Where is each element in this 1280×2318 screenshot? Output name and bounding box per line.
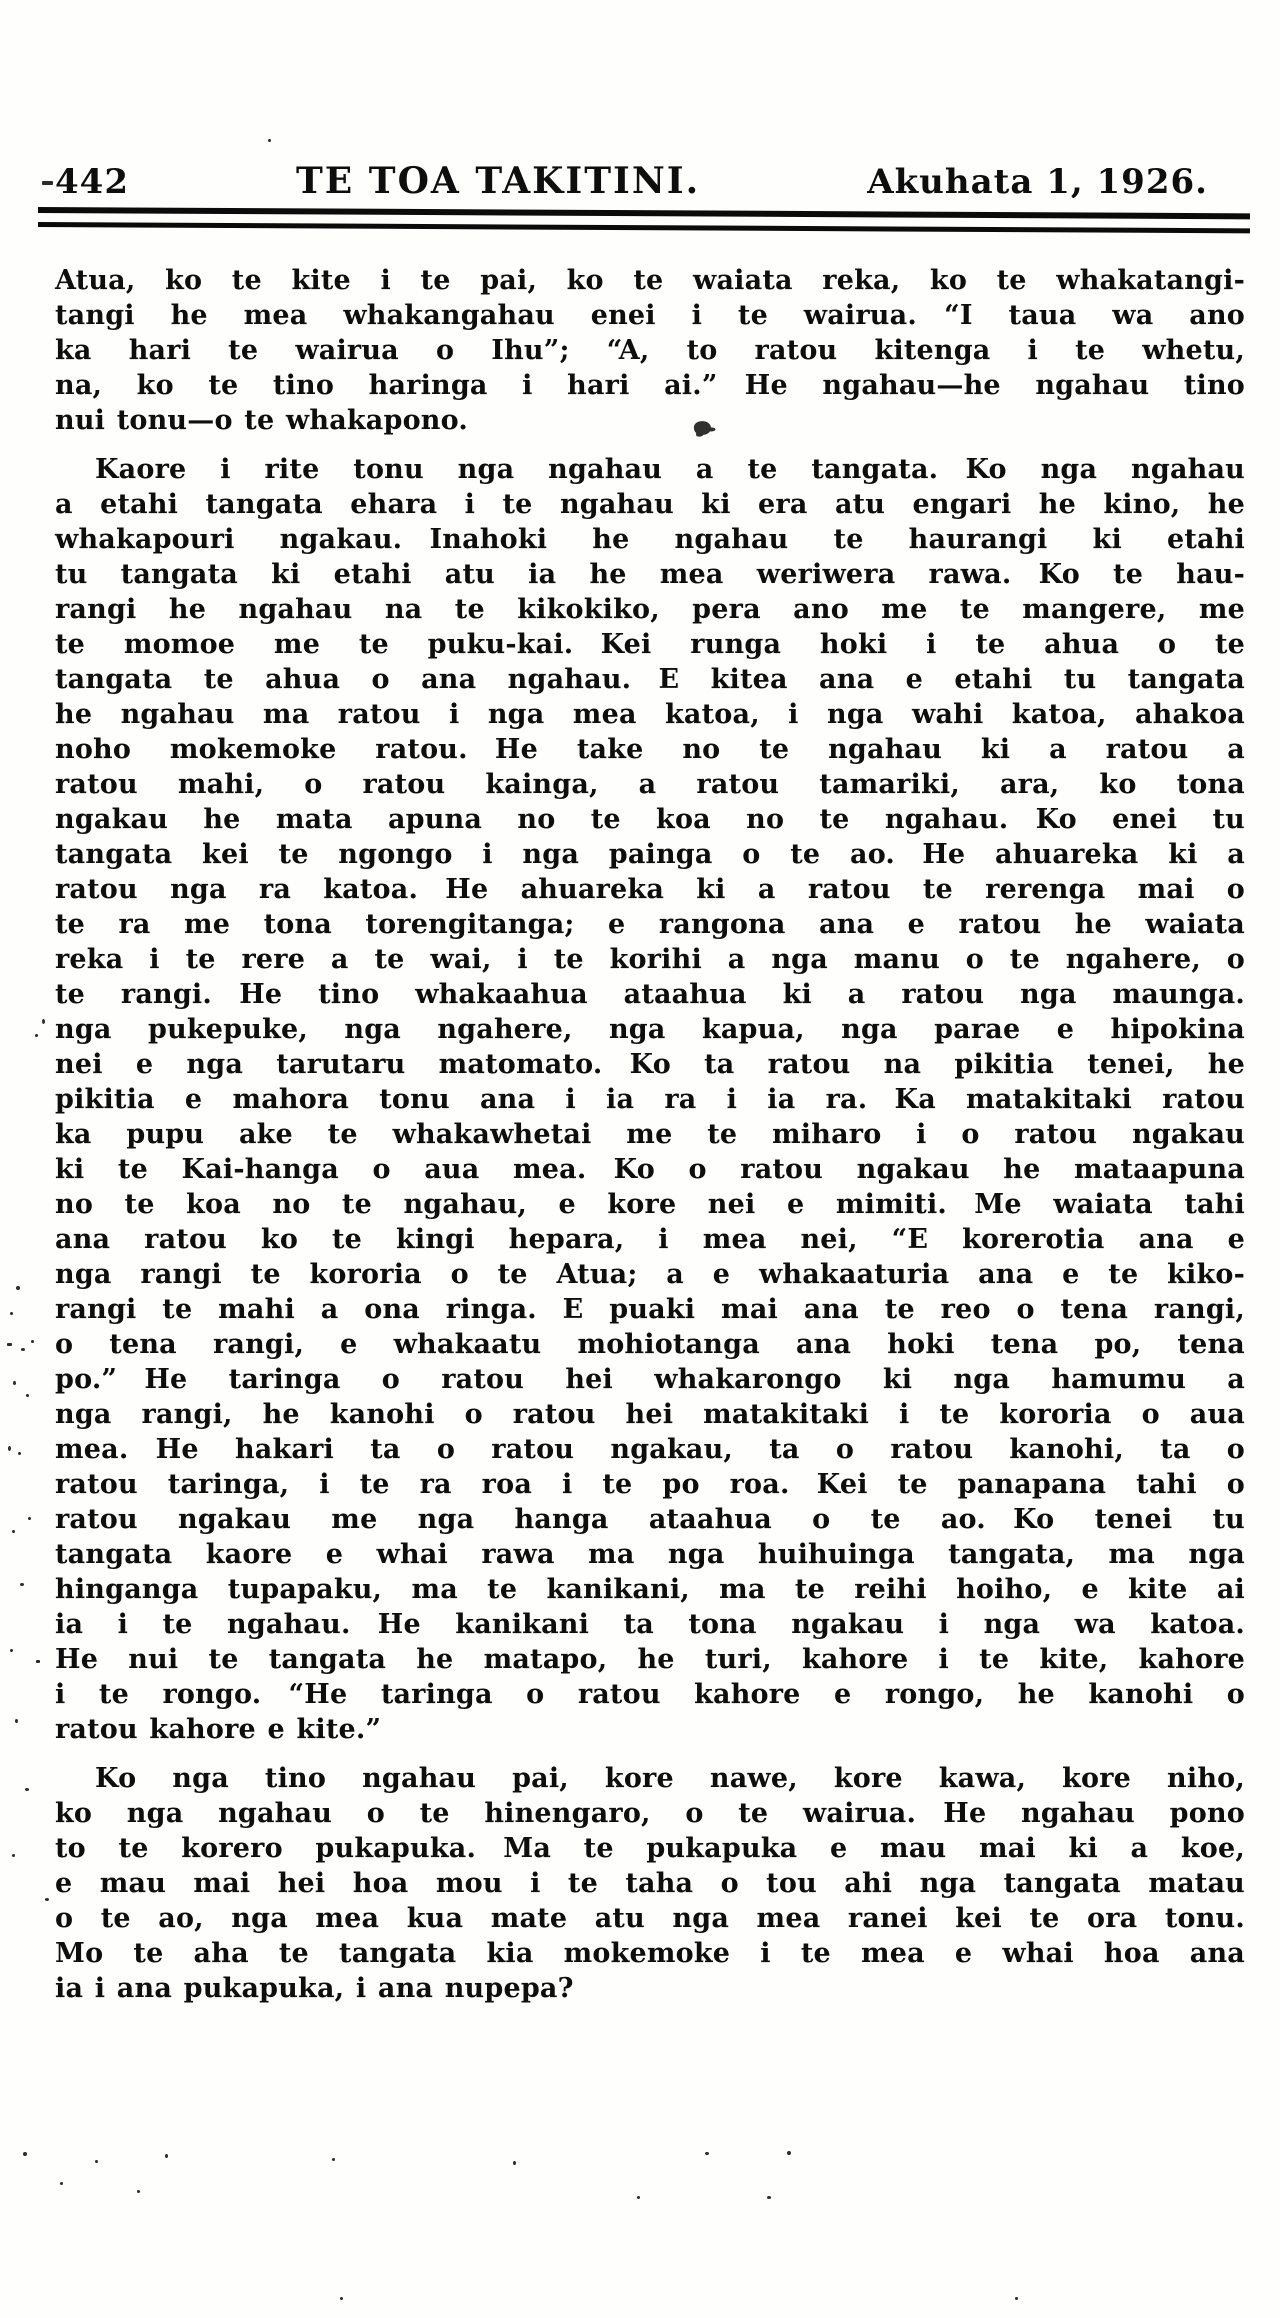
text-line: whakapouri ngakau. Inahoki he ngahau te haurangi ki etahi (55, 524, 1245, 555)
scan-speckle (12, 1530, 15, 1533)
scan-speckle (18, 1452, 21, 1455)
scan-speckle (12, 1854, 15, 1857)
scan-speckle (60, 2182, 63, 2185)
text-line: ia i te ngahau. He kanikani ta tona ngakau i nga wa katoa. (55, 1609, 1245, 1640)
text-line: ngakau he mata apuna no te koa no te ngahau. Ko enei tu (55, 804, 1245, 835)
text-line: hinganga tupapaku, ma te kanikani, ma te reihi hoiho, e kite ai (55, 1574, 1245, 1605)
scan-speckle (137, 2190, 140, 2193)
scan-speckle (36, 1660, 40, 1663)
text-line: Atua, ko te kite i te pai, ko te waiata reka, ko te whakatangi- (55, 265, 1245, 296)
issue-date: Akuhata 1, 1926. (867, 162, 1208, 202)
text-line: pikitia e mahora tonu ana i ia ra i ia ra. Ka matakitaki ratou (55, 1084, 1245, 1115)
text-line: he ngahau ma ratou i nga mea katoa, i nga wahi katoa, ahakoa (55, 699, 1245, 730)
scan-speckle (13, 1381, 16, 1385)
text-line: te momoe me te puku-kai. Kei runga hoki i te ahua o te (55, 629, 1245, 660)
text-line: ia i ana pukapuka, i ana nupepa? (55, 1973, 574, 2004)
text-line: ratou kahore e kite.” (55, 1714, 382, 1745)
header-rule-bottom (38, 222, 1250, 233)
scan-speckle (637, 2196, 640, 2199)
text-line: ka pupu ake te whakawhetai me te miharo i o ratou ngakau (55, 1119, 1245, 1150)
scan-speckle (1015, 2297, 1018, 2300)
article-body (55, 263, 1245, 2006)
scan-speckle (10, 1312, 13, 1315)
text-line: tu tangata ki etahi atu ia he mea weriwera rawa. Ko te hau- (55, 559, 1245, 590)
text-line: ratou ngakau me nga hanga ataahua o te ao. Ko tenei tu (55, 1504, 1245, 1535)
text-line: ki te Kai-hanga o aua mea. Ko o ratou ngakau he mataapuna (55, 1154, 1245, 1185)
text-line: na, ko te tino haringa i hari ai.” He ngahau—he ngahau tino (55, 370, 1245, 401)
text-line: nga rangi, he kanohi o ratou hei matakitaki i te kororia o aua (55, 1399, 1245, 1430)
text-line: Ko nga tino ngahau pai, kore nawe, kore kawa, kore niho, (95, 1763, 1245, 1794)
scan-speckle (165, 2154, 168, 2158)
text-line: ko nga ngahau o te hinengaro, o te wairua. He ngahau pono (55, 1798, 1245, 1829)
text-line: o tena rangi, e whakaatu mohiotanga ana hoki tena po, tena (55, 1329, 1245, 1360)
text-line: nga pukepuke, nga ngahere, nga kapua, nga parae e hipokina (55, 1014, 1245, 1045)
scan-speckle (95, 2160, 98, 2163)
scan-speckle (705, 2152, 709, 2155)
text-line: i te rongo. “He taringa o ratou kahore e rongo, he kanohi o (55, 1679, 1245, 1710)
scan-speckle (42, 1019, 45, 1024)
text-line: tangata kaore e whai rawa ma nga huihuinga tangata, ma nga (55, 1539, 1245, 1570)
scan-speckle (10, 1649, 13, 1652)
scan-speckle (15, 1719, 18, 1723)
text-line: Mo te aha te tangata kia mokemoke i te mea e whai hoa ana (55, 1938, 1245, 1969)
text-line: te ra me tona torengitanga; e rangona ana e ratou he waiata (55, 909, 1245, 940)
paragraph (55, 1761, 1245, 2006)
text-line: reka i te rere a te wai, i te korihi a nga manu o te ngahere, o (55, 944, 1245, 975)
text-line: Kaore i rite tonu nga ngahau a te tangata. Ko nga ngahau (95, 454, 1245, 485)
text-line: noho mokemoke ratou. He take no te ngahau ki a ratou a (55, 734, 1245, 765)
scan-speckle (20, 1583, 24, 1586)
text-line: rangi te mahi a ona ringa. E puaki mai ana te reo o tena rangi, (55, 1294, 1245, 1325)
text-line: ana ratou ko te kingi hepara, i mea nei, “E korerotia ana e (55, 1224, 1245, 1255)
text-line: tangata te ahua o ana ngahau. E kitea ana e etahi tu tangata (55, 664, 1245, 695)
text-line: ratou nga ra katoa. He ahuareka ki a ratou te rerenga mai o (55, 874, 1245, 905)
scan-speckle (268, 139, 271, 142)
scan-speckle (767, 2196, 771, 2199)
scan-speckle (16, 1286, 20, 1290)
scan-speckle (31, 1340, 34, 1343)
text-line: a etahi tangata ehara i te ngahau ki era atu engari he kino, he (55, 489, 1245, 520)
text-line: ka hari te wairua o Ihu”; “A, to ratou kitenga i te whetu, (55, 335, 1245, 366)
scan-speckle (35, 1034, 38, 1037)
scan-speckle (21, 1348, 25, 1351)
scan-speckle (787, 2151, 791, 2155)
scan-speckle (8, 1446, 11, 1451)
scan-speckle (340, 2297, 343, 2300)
text-line: no te koa no te ngahau, e kore nei e mimiti. Me waiata tahi (55, 1189, 1245, 1220)
text-line: nei e nga tarutaru matomato. Ko ta ratou na pikitia tenei, he (55, 1049, 1245, 1080)
text-line: e mau mai hei hoa mou i te taha o tou ahi nga tangata matau (55, 1868, 1245, 1899)
scan-speckle (45, 1898, 49, 1901)
scan-speckle (28, 1517, 31, 1520)
text-line: ratou taringa, i te ra roa i te po roa. Kei te panapana tahi o (55, 1469, 1245, 1500)
scan-speckle (332, 2158, 335, 2161)
text-line: ratou mahi, o ratou kainga, a ratou tamariki, ara, ko tona (55, 769, 1245, 800)
scan-speckle (25, 1788, 29, 1791)
paragraph (55, 452, 1245, 1747)
paragraph (55, 263, 1245, 438)
text-line: te rangi. He tino whakaahua ataahua ki a ratou nga maunga. (55, 979, 1245, 1010)
text-line: tangata kei te ngongo i nga painga o te ao. He ahuareka ki a (55, 839, 1245, 870)
page-header (55, 160, 1208, 202)
text-line: po.” He taringa o ratou hei whakarongo ki nga hamumu a (55, 1364, 1245, 1395)
text-line: to te korero pukapuka. Ma te pukapuka e mau mai ki a koe, (55, 1833, 1245, 1864)
scan-speckle (26, 1394, 29, 1397)
text-line: mea. He hakari ta o ratou ngakau, ta o ratou kanohi, ta o (55, 1434, 1245, 1465)
text-line: nui tonu—o te whakapono. (55, 405, 468, 436)
text-line: tangi he mea whakangahau enei i te wairua. “I taua wa ano (55, 300, 1245, 331)
text-line: o te ao, nga mea kua mate atu nga mea ranei kei te ora tonu. (55, 1903, 1245, 1934)
masthead-title: TE TOA TAKITINI. (296, 160, 701, 202)
text-line: rangi he ngahau na te kikokiko, pera ano me te mangere, me (55, 594, 1245, 625)
scan-speckle (42, 181, 53, 185)
text-line: nga rangi te kororia o te Atua; a e whakaaturia ana e te kiko- (55, 1259, 1245, 1290)
header-rule-top (38, 207, 1250, 219)
page-number: 442 (55, 162, 129, 202)
scan-speckle (23, 2152, 27, 2156)
scan-speckle (513, 2161, 516, 2165)
text-line: He nui te tangata he matapo, he turi, kahore i te kite, kahore (55, 1644, 1245, 1675)
scan-speckle (7, 1343, 12, 1346)
